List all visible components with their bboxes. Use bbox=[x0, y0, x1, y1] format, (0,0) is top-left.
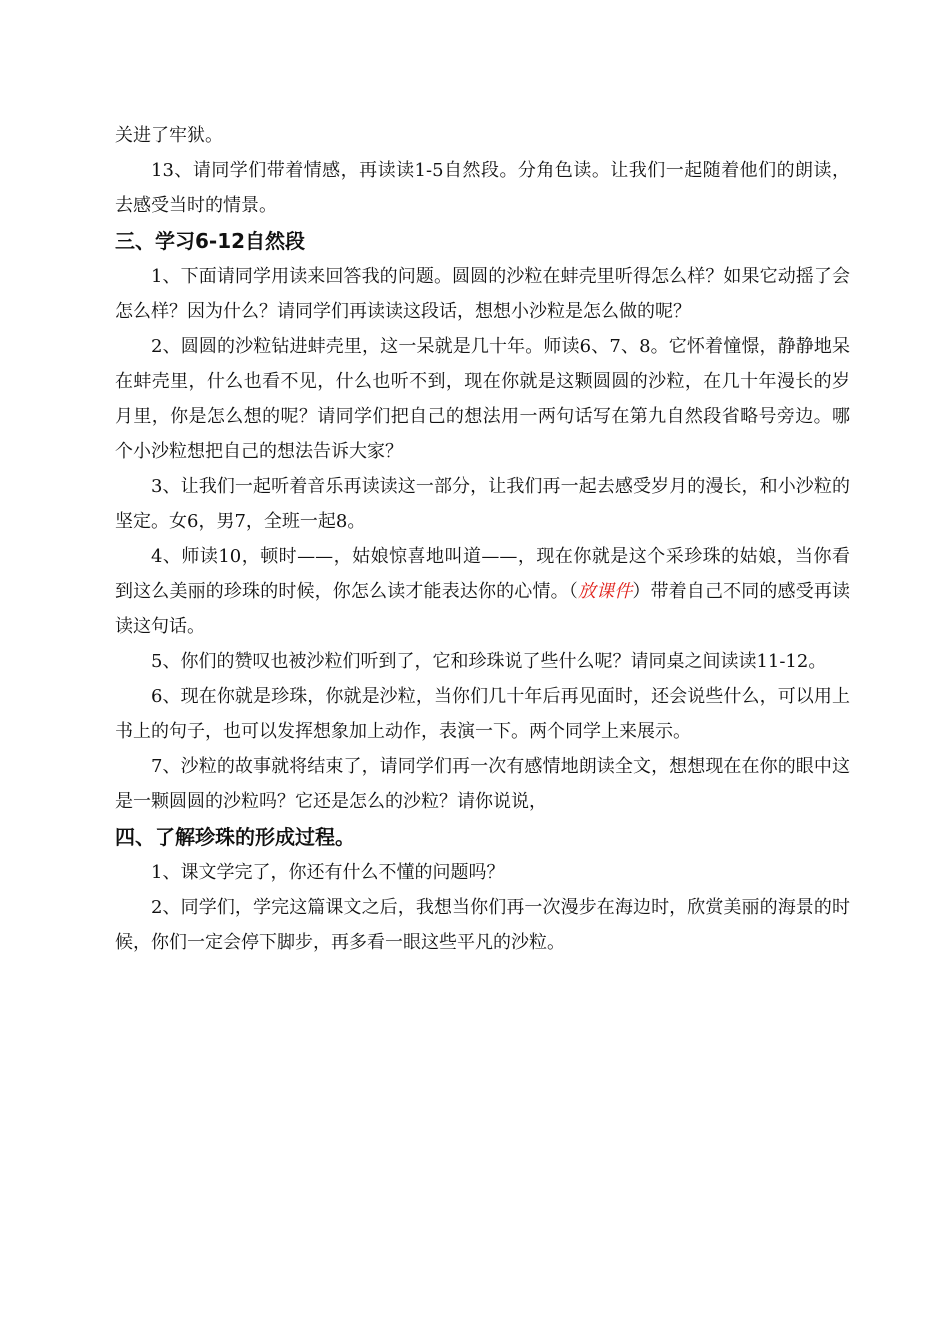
section-heading-4: 四、了解珍珠的形成过程。 bbox=[115, 825, 355, 849]
section-heading-3: 三、学习6-12自然段 bbox=[115, 229, 306, 253]
section3-item-1: 1、下面请同学用读来回答我的问题。圆圆的沙粒在蚌壳里听得怎么样？如果它动摇了会怎么样？因为什么？请同学们再读读这段话，想想小沙粒是怎么做的呢？ bbox=[115, 266, 850, 322]
section3-item-3: 3、让我们一起听着音乐再读读这一部分，让我们再一起去感受岁月的漫长，和小沙粒的坚定。女6，男7，全班一起8。 bbox=[115, 476, 850, 532]
paragraph-item-13: 13、请同学们带着情感，再读读1-5自然段。分角色读。让我们一起随着他们的朗读，去感受当时的情景。 bbox=[115, 160, 850, 216]
section3-item-4 bbox=[115, 539, 850, 644]
section3-item-7: 7、沙粒的故事就将结束了，请同学们再一次有感情地朗读全文，想想现在在你的眼中这是一颗圆圆的沙粒吗？它还是怎么的沙粒？请你说说， bbox=[115, 756, 850, 812]
section3-item-6: 6、现在你就是珍珠，你就是沙粒，当你们几十年后再见面时，还会说些什么，可以用上书上的句子，也可以发挥想象加上动作，表演一下。两个同学上来展示。 bbox=[115, 686, 850, 742]
paragraph-continuation: 关进了牢狱。 bbox=[115, 125, 223, 146]
item4-text-before: 4、师读10，顿时——，姑娘惊喜地叫道——，现在你就是这个采珍珠的姑娘，当你看到这么美丽的珍珠的时候，你怎么读才能表达你的心情。（ bbox=[115, 546, 850, 602]
section3-item-2: 2、圆圆的沙粒钻进蚌壳里，这一呆就是几十年。师读6、7、8。它怀着憧憬，静静地呆在蚌壳里，什么也看不见，什么也听不到，现在你就是这颗圆圆的沙粒，在几十年漫长的岁月里，你是怎么想的呢？请同学们把自己的想法用一两句话写在第九自然段省略号旁边。哪个小沙粒想把自己的想法告诉大家？ bbox=[115, 336, 850, 462]
item4-highlight: 放课件 bbox=[577, 581, 633, 602]
item4-text-after: ）带着自己不同的感受再读读这句话。 bbox=[115, 581, 851, 637]
document-page bbox=[115, 118, 850, 960]
section4-item-1: 1、课文学完了，你还有什么不懂的问题吗？ bbox=[151, 862, 505, 883]
section3-item-5: 5、你们的赞叹也被沙粒们听到了，它和珍珠说了些什么呢？请同桌之间读读11-12。 bbox=[151, 651, 827, 672]
section4-item-2: 2、同学们，学完这篇课文之后，我想当你们再一次漫步在海边时，欣赏美丽的海景的时候，你们一定会停下脚步，再多看一眼这些平凡的沙粒。 bbox=[115, 897, 850, 953]
